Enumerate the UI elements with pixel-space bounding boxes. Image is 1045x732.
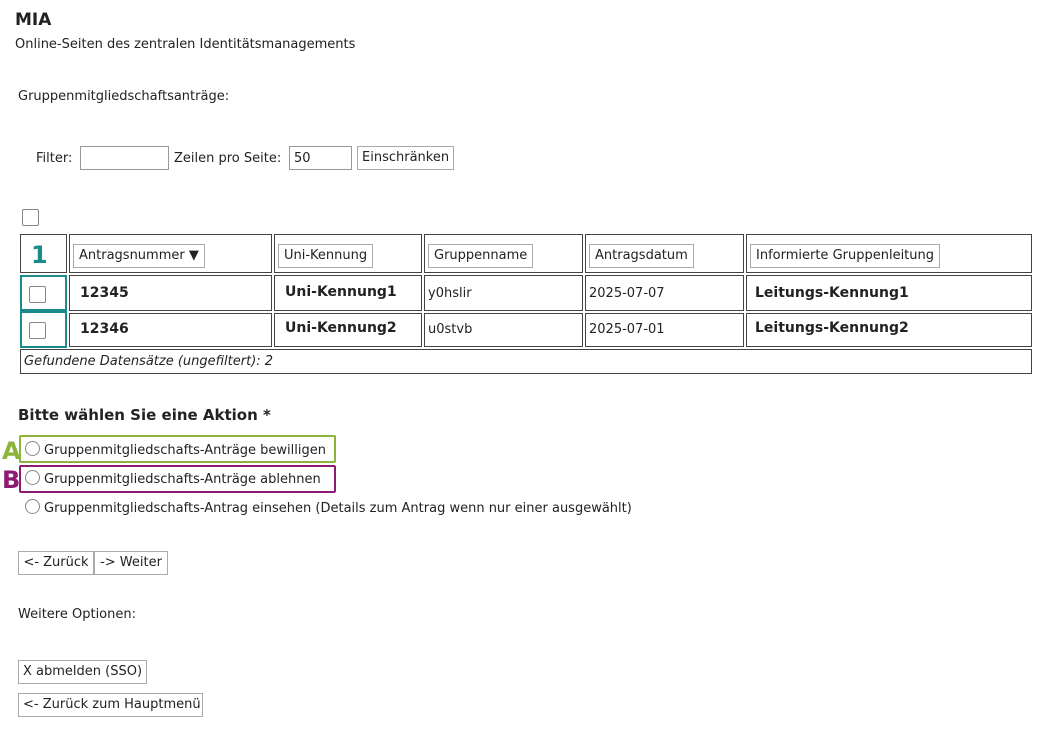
back-button[interactable]: <- Zurück bbox=[18, 551, 94, 575]
uni-kennung-value: Uni-Kennung1 bbox=[285, 284, 397, 300]
antragsdatum-value: 2025-07-01 bbox=[589, 322, 665, 337]
apply-filter-button[interactable]: Einschränken bbox=[357, 146, 454, 170]
cell-antragsdatum bbox=[585, 275, 744, 311]
row-checkbox[interactable] bbox=[29, 286, 46, 303]
select-all-checkbox[interactable] bbox=[22, 209, 39, 226]
gruppenleitung-value: Leitungs-Kennung2 bbox=[755, 320, 909, 336]
logout-sso-button[interactable]: X abmelden (SSO) bbox=[18, 660, 147, 684]
header-cell-gruppenleitung bbox=[746, 234, 1032, 273]
row-select-cell bbox=[20, 311, 67, 348]
sort-gruppenleitung-button[interactable]: Informierte Gruppenleitung bbox=[750, 244, 940, 268]
reject-radio[interactable] bbox=[25, 470, 40, 485]
table-footer bbox=[20, 349, 1032, 374]
cell-antragsdatum bbox=[585, 313, 744, 347]
sort-gruppenname-button[interactable]: Gruppenname bbox=[428, 244, 533, 268]
header-cell-gruppenname bbox=[424, 234, 583, 273]
header-cell-antragsdatum bbox=[585, 234, 744, 273]
cell-gruppenname bbox=[424, 275, 583, 311]
rows-per-page-label: Zeilen pro Seite: bbox=[174, 151, 282, 166]
cell-uni-kennung bbox=[274, 275, 422, 311]
view-details-label[interactable]: Gruppenmitgliedschafts-Antrag einsehen (Details zum Antrag wenn nur einer ausgewählt) bbox=[44, 501, 632, 516]
cell-antragsnummer bbox=[69, 275, 272, 311]
sort-antragsnummer-button[interactable]: Antragsnummer ▼ bbox=[73, 244, 205, 268]
approve-radio[interactable] bbox=[25, 441, 40, 456]
section-label: Gruppenmitgliedschaftsanträge: bbox=[18, 89, 230, 104]
uni-kennung-value: Uni-Kennung2 bbox=[285, 320, 397, 336]
back-to-main-menu-button[interactable]: <- Zurück zum Hauptmenü bbox=[18, 693, 203, 717]
cell-gruppenleitung bbox=[746, 313, 1032, 347]
records-found-text: Gefundene Datensätze (ungefiltert): 2 bbox=[24, 354, 274, 369]
action-heading: Bitte wählen Sie eine Aktion * bbox=[18, 406, 271, 424]
app-title: MIA bbox=[15, 10, 52, 30]
antragsdatum-value: 2025-07-07 bbox=[589, 286, 665, 301]
cell-uni-kennung bbox=[274, 313, 422, 347]
header-cell-antragsnummer bbox=[69, 234, 272, 273]
cell-antragsnummer bbox=[69, 313, 272, 347]
app-subtitle: Online-Seiten des zentralen Identitätsmanagements bbox=[15, 37, 356, 52]
more-options-label: Weitere Optionen: bbox=[18, 607, 136, 622]
marker-a: A bbox=[2, 437, 21, 465]
view-details-radio[interactable] bbox=[25, 499, 40, 514]
approve-label[interactable]: Gruppenmitgliedschafts-Anträge bewilligen bbox=[44, 443, 326, 458]
gruppenleitung-value: Leitungs-Kennung1 bbox=[755, 285, 909, 301]
marker-b: B bbox=[2, 466, 21, 494]
gruppenname-value: y0hslir bbox=[428, 286, 472, 301]
reject-label[interactable]: Gruppenmitgliedschafts-Anträge ablehnen bbox=[44, 472, 321, 487]
cell-gruppenleitung bbox=[746, 275, 1032, 311]
antragsnummer-value: 12346 bbox=[80, 321, 129, 337]
rows-per-page-input[interactable] bbox=[289, 146, 352, 170]
row-checkbox[interactable] bbox=[29, 322, 46, 339]
next-button[interactable]: -> Weiter bbox=[94, 551, 168, 575]
filter-input[interactable] bbox=[80, 146, 169, 170]
antragsnummer-value: 12345 bbox=[80, 285, 129, 301]
sort-uni-kennung-button[interactable]: Uni-Kennung bbox=[278, 244, 373, 268]
marker-1: 1 bbox=[31, 241, 48, 269]
sort-antragsdatum-button[interactable]: Antragsdatum bbox=[589, 244, 694, 268]
row-select-cell bbox=[20, 275, 67, 311]
gruppenname-value: u0stvb bbox=[428, 322, 473, 337]
filter-label: Filter: bbox=[36, 151, 73, 166]
header-cell-uni-kennung bbox=[274, 234, 422, 273]
cell-gruppenname bbox=[424, 313, 583, 347]
header-cell-select bbox=[20, 234, 67, 273]
